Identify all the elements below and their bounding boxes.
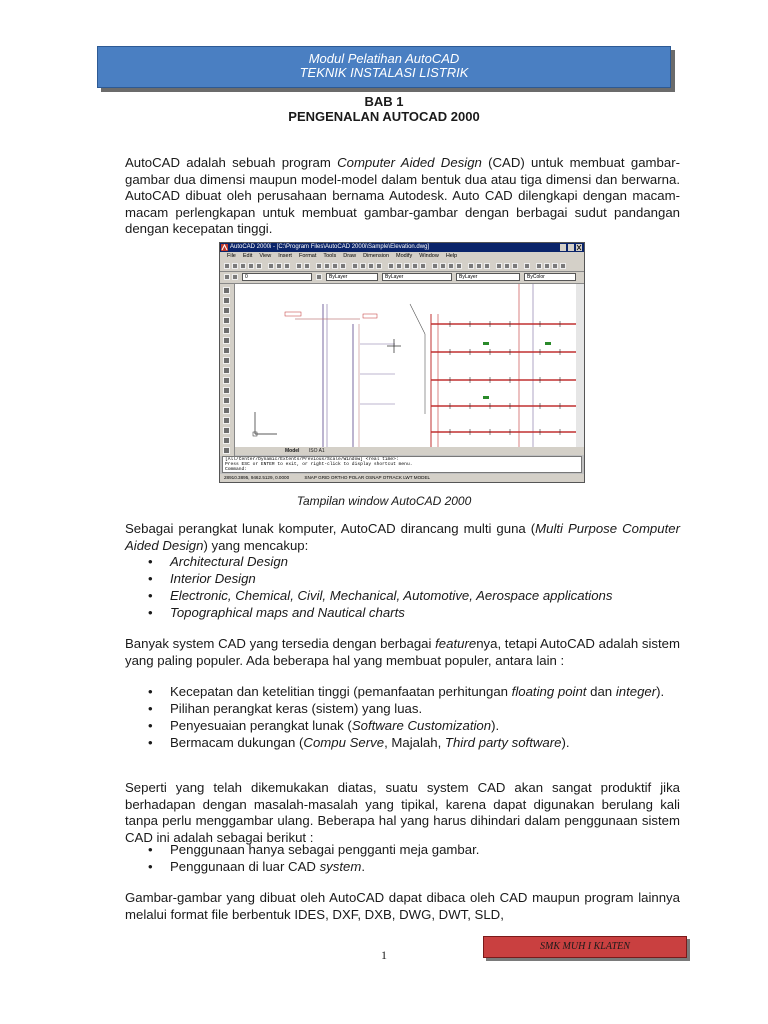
menu-view: View — [259, 253, 272, 259]
lineweight-combo: ByLayer — [456, 273, 520, 281]
acad-menubar — [220, 252, 584, 261]
status-bar — [220, 474, 584, 482]
application-list — [146, 553, 680, 621]
linetype-combo: ByLayer — [382, 273, 452, 281]
menu-dimension: Dimension — [363, 253, 390, 259]
paragraph-multi-purpose: Sebagai perangkat lunak komputer, AutoCAD dirancang multi guna (Multi Purpose Computer Aided Design) yang mencakup: — [125, 521, 680, 553]
chapter-title: PENGENALAN AUTOCAD 2000 — [288, 109, 480, 124]
menu-file: File — [227, 253, 236, 259]
layer-combo: 0 — [242, 273, 312, 281]
layout-tabs — [235, 447, 584, 455]
coordinate-readout: 28910.3895, 9462.5129, 0.0000 — [224, 475, 290, 480]
draw-toolbar — [220, 284, 235, 456]
list-item: • Kecepatan dan ketelitian tinggi (pemanfaatan perhitungan floating point dan integer). — [148, 684, 665, 699]
list-item: • Bermacam dukungan (Compu Serve, Majalah, Third party software). — [148, 735, 570, 750]
vertical-scrollbar — [576, 284, 584, 447]
cad-drawing — [235, 284, 576, 447]
menu-modify: Modify — [396, 253, 413, 259]
intro-paragraph: AutoCAD adalah sebuah program Computer Aided Design (CAD) untuk membuat gambar-gambar dua dimensi maupun model-model dalam bentuk dua atau tiga dimensi dan berwarna. AutoCAD dibuat oleh perusahaan bernama Autodesk. Auto CAD dilengkapi dengan macam-macam perlengkapan untuk membuat gambar-gambar dengan berbagai sudut pandangan dengan kecepatan tinggi. — [125, 155, 680, 236]
autocad-screenshot — [219, 242, 585, 483]
menu-format: Format — [298, 253, 317, 259]
menu-edit: Edit — [242, 253, 253, 259]
list-item: • Architectural Design — [148, 554, 289, 569]
standard-toolbar — [220, 261, 584, 272]
list-item: • Penggunaan di luar CAD system. — [148, 859, 365, 874]
menu-insert: Insert — [278, 253, 292, 259]
acad-title-text: AutoCAD 2000i - [C:\Program Files\AutoCAD 2000i\Sample\Elevation.dwg] — [230, 244, 430, 250]
tab-layout: ISO A1 — [308, 448, 325, 454]
properties-toolbar — [220, 272, 584, 284]
menu-window: Window — [419, 253, 439, 259]
header-line-1: Modul Pelatihan AutoCAD — [308, 51, 460, 66]
paragraph-productivity: Seperti yang telah dikemukakan diatas, suatu system CAD akan sangat produktif jika berhadapan dengan masalah-masalah yang tipikal, karena dapat digunakan berulang kali tanpa perlu menggambar ulang. Beberapa hal yang harus dihindari dalam penggunaan sistem CAD ini adalah sebagai berikut : — [125, 780, 680, 845]
window-controls-icon — [560, 244, 582, 251]
command-line — [222, 456, 582, 473]
chapter-label: BAB 1 — [364, 94, 404, 109]
command-line-2: Press ESC or ENTER to exit, or right-click to display shortcut menu. — [225, 462, 413, 467]
plotstyle-combo: ByColor — [524, 273, 576, 281]
popularity-list — [146, 683, 680, 751]
page-number: 1 — [381, 948, 387, 962]
command-line-1: [All/Center/Dynamic/Extents/Previous/Scale/Window] <real time>: — [225, 457, 399, 462]
tab-model: Model — [285, 448, 300, 454]
list-item: • Electronic, Chemical, Civil, Mechanical, Automotive, Aerospace applications — [148, 588, 613, 603]
school-footer-box: SMK MUH I KLATEN — [483, 936, 687, 958]
paragraph-popularity: Banyak system CAD yang tersedia dengan berbagai featurenya, tetapi AutoCAD adalah sistem yang paling populer. Ada beberapa hal yang membuat populer, antara lain : — [125, 636, 680, 668]
list-item: • Penggunaan hanya sebagai pengganti meja gambar. — [148, 842, 480, 857]
header-banner — [97, 46, 671, 88]
acad-titlebar — [220, 243, 584, 252]
menu-tools: Tools — [323, 253, 337, 259]
menu-help: Help — [445, 253, 458, 259]
list-item: • Penyesuaian perangkat lunak (Software Customization). — [148, 718, 500, 733]
autocad-logo-icon — [221, 244, 228, 251]
figure-caption: Tampilan window AutoCAD 2000 — [296, 494, 472, 508]
color-combo: ByLayer — [326, 273, 378, 281]
paragraph-file-formats: Gambar-gambar yang dibuat oleh AutoCAD dapat dibaca oleh CAD maupun program lainnya melalui format file berbentuk IDES, DXF, DXB, DWG, DWT, SLD, — [125, 890, 680, 922]
menu-draw: Draw — [343, 253, 357, 259]
list-item: • Topographical maps and Nautical charts — [148, 605, 405, 620]
header-line-2: TEKNIK INSTALASI LISTRIK — [299, 65, 469, 80]
avoid-list — [146, 841, 680, 875]
status-toggles: SNAP GRID ORTHO POLAR OSNAP OTRACK LWT MODEL — [304, 475, 431, 480]
drawing-area — [235, 284, 576, 447]
command-line-3: Command: — [225, 467, 248, 472]
list-item: • Interior Design — [148, 571, 256, 586]
list-item: • Pilihan perangkat keras (sistem) yang luas. — [148, 701, 423, 716]
